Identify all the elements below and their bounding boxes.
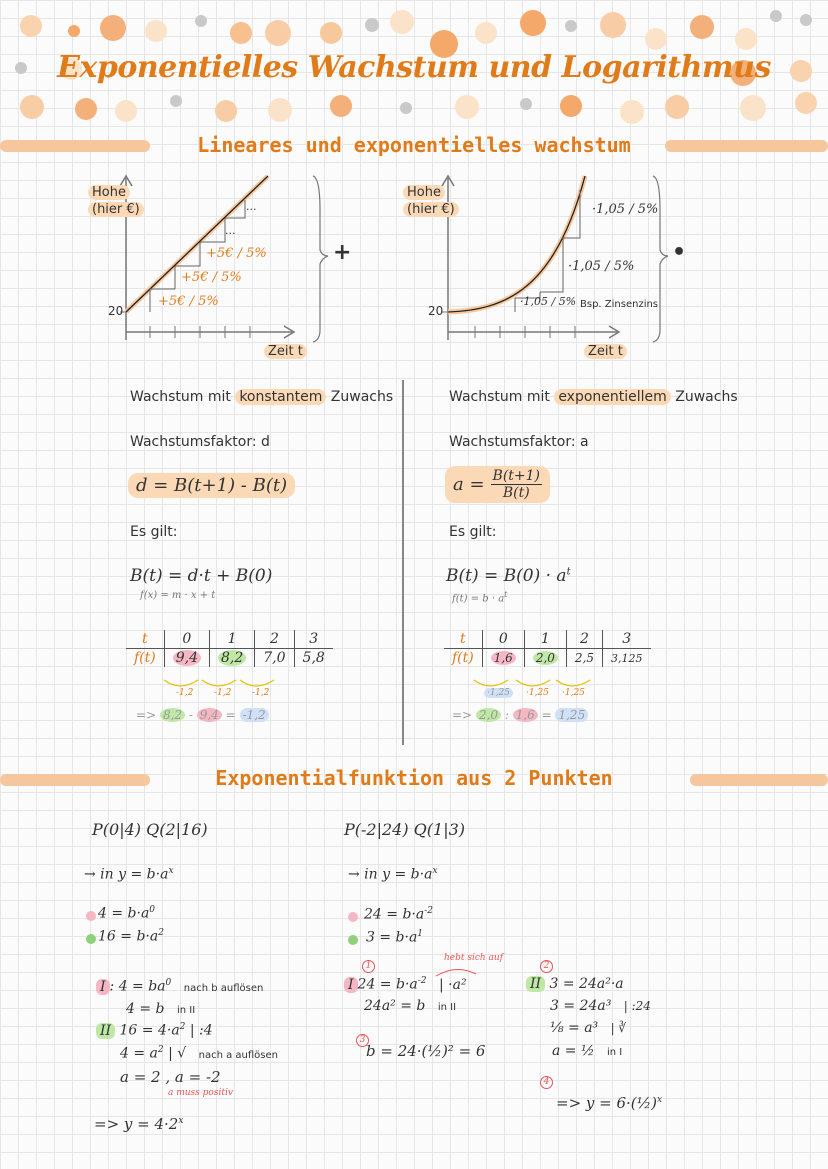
ex2-approach-text: → in y = b·a (348, 866, 433, 883)
ex2-step2d-text: a = ½ (552, 1043, 595, 1059)
ex2-points: P(-2|24) Q(1|3) (344, 820, 466, 839)
ex2-approach (348, 866, 438, 883)
ex2-bullet-pink (348, 912, 358, 922)
ex1-step2-op: | :4 (189, 1022, 213, 1039)
ex1-step1b (126, 1001, 195, 1017)
right-result-a: 2,0 (476, 708, 501, 722)
ex2-eq-b (366, 929, 423, 946)
left-value-table (126, 630, 333, 667)
right-growth-post: Zuwachs (670, 389, 738, 405)
right-growth-pre: Wachstum mit (449, 389, 555, 405)
ex2-step1-label: I (344, 977, 358, 993)
ex2-step2d-note: in I (607, 1047, 623, 1058)
ex1-result-text: => y = 4·2 (94, 1115, 179, 1133)
right-f-0: f(t) (452, 650, 474, 666)
ex2-n4: 4 (540, 1076, 553, 1089)
ex2-step1 (344, 976, 467, 993)
right-t-4: 3 (603, 630, 651, 649)
right-start-value: 20 (428, 304, 444, 318)
right-result-b: 1,6 (513, 708, 538, 722)
ex2-step2d (552, 1043, 622, 1059)
left-growth-text (130, 389, 393, 405)
ex1-points: P(0|4) Q(2|16) (92, 820, 208, 839)
right-eq1-text: B(t) = B(0) · a (446, 566, 567, 586)
right-value-table (444, 630, 651, 667)
left-result-arrow: => (136, 708, 157, 722)
ex1-step2 (96, 1022, 213, 1039)
ex2-step1-text: 24 = b·a (357, 976, 418, 993)
ex1-step1b-note: in II (176, 1005, 196, 1016)
right-step-3: ·1,05 / 5% (592, 202, 659, 217)
left-y-label-2: (hier €) (88, 202, 144, 217)
right-step-2: ·1,05 / 5% (568, 259, 635, 274)
right-factor-3: ·1,25 (562, 688, 585, 698)
ex2-step1b-note: in II (437, 1002, 457, 1013)
left-y-label (88, 184, 144, 218)
right-es-gilt: Es gilt: (449, 524, 497, 540)
ex2-eq-b-exp: 1 (417, 929, 424, 939)
left-t-1: 0 (164, 630, 209, 649)
ex2-step2 (526, 976, 624, 992)
ex1-approach (84, 866, 174, 883)
left-y-label-1: Hohe (88, 185, 130, 200)
ex2-eq-b-text: 3 = b·a (366, 929, 418, 946)
right-eq2-text: f(t) = b · a (452, 593, 505, 605)
ex2-note-top: hebt sich auf (444, 953, 504, 963)
left-start-value: 20 (108, 304, 124, 318)
left-result: => 8,2 - 9,4 = -1,2 (136, 708, 269, 722)
ex1-step1 (96, 978, 263, 995)
ex2-step2c (550, 1020, 626, 1036)
column-divider (402, 380, 404, 745)
ex1-step1-note: nach b auflösen (183, 982, 264, 994)
right-growth-hl: exponentiellem (554, 389, 671, 405)
ex1-step2-exp: 2 (179, 1022, 186, 1032)
right-result: => 2,0 : 1,6 = 1,25 (452, 708, 588, 722)
left-diff-1: -1,2 (176, 688, 194, 698)
ex2-n2: 2 (540, 960, 553, 973)
ex1-step2b-note: nach a auflösen (198, 1049, 278, 1061)
left-f-2-val: 8,2 (218, 650, 246, 666)
left-es-gilt: Es gilt: (130, 524, 178, 540)
ex1-step1-exp: 0 (165, 978, 172, 988)
right-formula (445, 466, 550, 503)
left-t-2: 1 (210, 630, 255, 649)
left-step-3: +5€ / 5% (206, 246, 267, 261)
right-example-note: Bsp. Zinsenzins (580, 299, 659, 310)
left-step-5: ... (246, 200, 257, 213)
ex2-result-exp: x (657, 1095, 663, 1105)
ex1-step1b-text: 4 = b (126, 1001, 165, 1017)
ex1-step2b-text: 4 = a (120, 1045, 158, 1062)
right-factor-1-val: ·1,25 (484, 688, 513, 698)
ex1-result (94, 1115, 183, 1133)
left-growth-hl: konstantem (235, 389, 326, 405)
right-eq2 (452, 590, 507, 604)
right-t-1: 0 (482, 630, 524, 649)
left-diff-3: -1,2 (252, 688, 270, 698)
right-growth-text (449, 389, 738, 405)
ex2-step2-text: 3 = 24a²·a (549, 976, 624, 992)
right-x-label: Zeit t (584, 344, 627, 359)
ex1-eq-b-text: 16 = b·a (98, 928, 159, 945)
right-t-0: t (444, 630, 482, 649)
left-eq2: f(x) = m · x + t (140, 590, 216, 601)
left-step-2: +5€ / 5% (181, 270, 242, 285)
right-formula-lhs: a = (453, 474, 485, 495)
ex1-step2-label: II (96, 1023, 115, 1039)
ex1-step2b (120, 1045, 278, 1062)
right-factor-2: ·1,25 (526, 688, 549, 698)
ex1-eq-b-exp: 2 (158, 928, 164, 938)
right-f-1 (482, 649, 524, 668)
ex1-step2c: a = 2 , a = -2 (120, 1068, 221, 1086)
ex2-step2b-text: 3 = 24a³ (550, 998, 612, 1014)
ex2-step2c-op: | ∛ (610, 1021, 627, 1035)
left-f-1-val: 9,4 (173, 650, 201, 666)
left-eq1: B(t) = d·t + B(0) (130, 566, 273, 586)
ex2-eq-a-exp: -2 (424, 906, 433, 916)
ex2-approach-exp: x (432, 866, 438, 876)
ex2-n3: 3 (356, 1034, 369, 1047)
left-result-a: 8,2 (160, 708, 185, 722)
right-result-c: 1,25 (555, 708, 588, 722)
ex1-eq-b (98, 928, 164, 945)
ex1-step2b-exp: 2 (157, 1045, 164, 1055)
ex1-eq-a (98, 905, 155, 922)
plus-icon: + (333, 240, 352, 265)
right-formula-num: B(t+1) (492, 468, 541, 484)
ex1-step1-label: I (96, 979, 110, 995)
right-f-2 (524, 649, 566, 668)
right-y-label-2: (hier €) (403, 202, 459, 217)
left-t-3: 2 (255, 630, 294, 649)
left-f-0: f(t) (134, 650, 156, 666)
right-t-3: 2 (566, 630, 602, 649)
ex1-step2b-op: | √ (168, 1045, 187, 1062)
left-growth-pre: Wachstum mit (130, 389, 236, 405)
ex1-approach-exp: x (168, 866, 174, 876)
left-f-3: 7,0 (255, 649, 294, 668)
ex1-eq-a-text: 4 = b·a (98, 905, 150, 922)
ex1-step2c-note: a muss positiv (168, 1088, 233, 1098)
ex1-eq-a-exp: 0 (149, 905, 156, 915)
left-x-label: Zeit t (264, 344, 307, 359)
ex2-eq-a (364, 906, 433, 923)
ex1-step1-text: : 4 = ba (109, 978, 166, 995)
right-f-2-val: 2,0 (533, 651, 558, 665)
right-eq1 (446, 566, 571, 586)
left-growth-post: Zuwachs (326, 389, 394, 405)
right-t-2: 1 (524, 630, 566, 649)
left-t-4: 3 (294, 630, 333, 649)
right-eq2-exp: t (504, 590, 508, 599)
left-t-0: t (126, 630, 164, 649)
section-heading-exp-function: Exponentialfunktion aus 2 Punkten (215, 766, 613, 790)
left-f-1 (164, 649, 209, 668)
right-result-arrow: => (452, 708, 473, 722)
ex1-approach-text: → in y = b·a (84, 866, 169, 883)
ex2-bullet-green (348, 935, 358, 945)
ex2-step2b-op: | :24 (623, 999, 651, 1013)
ex2-step1-exp: -2 (417, 976, 427, 986)
ex2-step2-label: II (526, 976, 545, 992)
ex1-step2-text: 16 = 4·a (119, 1022, 180, 1039)
dot-icon: • (672, 240, 687, 265)
right-step-1: ·1,05 / 5% (520, 295, 577, 308)
left-step-1: +5€ / 5% (158, 294, 219, 309)
right-y-label (403, 184, 459, 218)
ex2-eq-a-text: 24 = b·a (364, 906, 425, 923)
ex2-result (556, 1094, 662, 1112)
right-f-4: 3,125 (603, 649, 651, 668)
right-eq1-exp: t (566, 566, 571, 578)
ex2-result-text: => y = 6·(½) (556, 1094, 658, 1112)
ex2-step3: b = 24·(½)² = 6 (366, 1042, 486, 1060)
ex1-result-exp: x (178, 1116, 184, 1126)
left-step-4: ... (225, 224, 236, 237)
ex1-bullet-green (86, 934, 96, 944)
ex2-step1-op: | ·a² (438, 976, 467, 993)
left-result-c: -1,2 (240, 708, 269, 722)
left-formula: d = B(t+1) - B(t) (128, 473, 295, 498)
left-f-2 (210, 649, 255, 668)
right-f-3: 2,5 (566, 649, 602, 668)
left-result-b: 9,4 (197, 708, 222, 722)
section-heading-growth: Lineares und exponentielles wachstum (197, 133, 631, 157)
left-factor: Wachstumsfaktor: d (130, 434, 270, 450)
right-y-label-1: Hohe (403, 185, 445, 200)
right-factor: Wachstumsfaktor: a (449, 434, 589, 450)
ex2-step2b (550, 998, 651, 1014)
ex1-bullet-pink (86, 911, 96, 921)
ex2-step1b-text: 24a² = b (364, 998, 426, 1014)
ex2-step2c-text: ⅛ = a³ (550, 1020, 599, 1036)
page-title: Exponentielles Wachstum und Logarithmus (57, 50, 771, 85)
ex2-n1: 1 (362, 960, 375, 973)
left-f-4: 5,8 (294, 649, 333, 668)
left-diff-2: -1,2 (214, 688, 232, 698)
ex2-step1b (364, 998, 456, 1014)
right-f-1-val: 1,6 (491, 651, 516, 665)
right-formula-den: B(t) (502, 485, 530, 501)
right-factor-1 (484, 688, 513, 698)
